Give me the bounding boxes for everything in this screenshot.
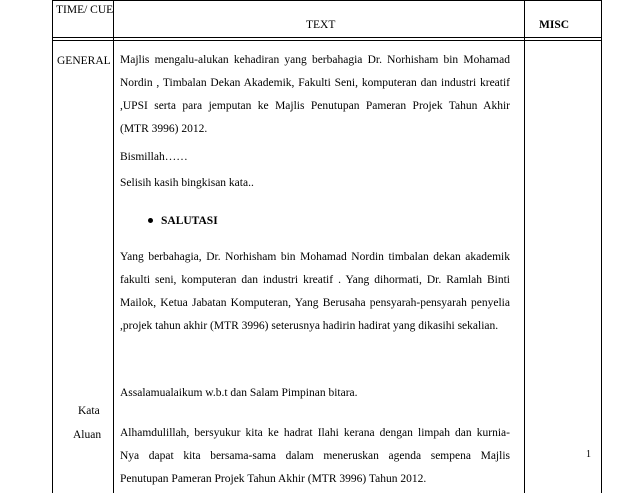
table-border-right [601, 0, 602, 493]
cue-aluan: Aluan [73, 429, 102, 441]
cue-kata: Kata [78, 405, 100, 417]
welcome-paragraph [120, 49, 510, 141]
text-line: ,projek tahun akhir (MTR 3996) seterusnya hadirin hadirat yang dikasihi sekalian. [120, 320, 499, 332]
cue-general: GENERAL [57, 55, 111, 67]
header-time-cue: TIME/ CUE [56, 4, 114, 16]
table-divider-cue [113, 0, 114, 493]
text-line: Nya dapat kita bersama-sama dalam meneruskan agenda sempena Majlis [120, 450, 510, 462]
text-line: ,UPSI serta para jemputan ke Majlis Penutupan Pameran Projek Tahun Akhir [120, 100, 510, 112]
table-border-top [52, 0, 602, 1]
text-line: Majlis mengalu-alukan kehadiran yang berbahagia Dr. Norhisham bin Mohamad [120, 54, 510, 66]
page-number: 1 [586, 449, 591, 460]
selisih-line: Selisih kasih bingkisan kata.. [120, 177, 254, 189]
header-rule-2 [52, 40, 602, 41]
text-line: Mailok, Ketua Jabatan Komputeran, Yang Berusaha pensyarah-pensyarah penyelia [120, 297, 510, 309]
bullet-salutasi: SALUTASI [161, 215, 218, 227]
text-line: Alhamdulillah, bersyukur kita ke hadrat Ilahi kerana dengan limpah dan kurnia- [120, 427, 510, 439]
text-line: Penutupan Pameran Projek Tahun Akhir (MTR 3996) Tahun 2012. [120, 473, 427, 485]
bismillah-line: Bismillah…… [120, 151, 188, 163]
header-misc: MISC [539, 19, 570, 31]
salutation-paragraph [120, 246, 510, 338]
header-rule-1 [52, 37, 602, 38]
text-line: (MTR 3996) 2012. [120, 123, 208, 135]
table-divider-text [524, 0, 525, 493]
text-line: Yang berbahagia, Dr. Norhisham bin Mohamad Nordin timbalan dekan akademik [120, 251, 510, 263]
text-line: fakulti seni, komputeran dan industri kreatif . Yang dihormati, Dr. Ramlah Binti [120, 274, 510, 286]
bullet-icon [148, 218, 153, 223]
header-text: TEXT [306, 19, 336, 31]
assalam-line: Assalamualaikum w.b.t dan Salam Pimpinan bitara. [120, 387, 358, 399]
alhamdulillah-paragraph [120, 422, 510, 491]
text-line: Nordin , Timbalan Dekan Akademik, Fakulti Seni, komputeran dan industri kreatif [120, 77, 510, 89]
table-border-left [52, 0, 53, 493]
